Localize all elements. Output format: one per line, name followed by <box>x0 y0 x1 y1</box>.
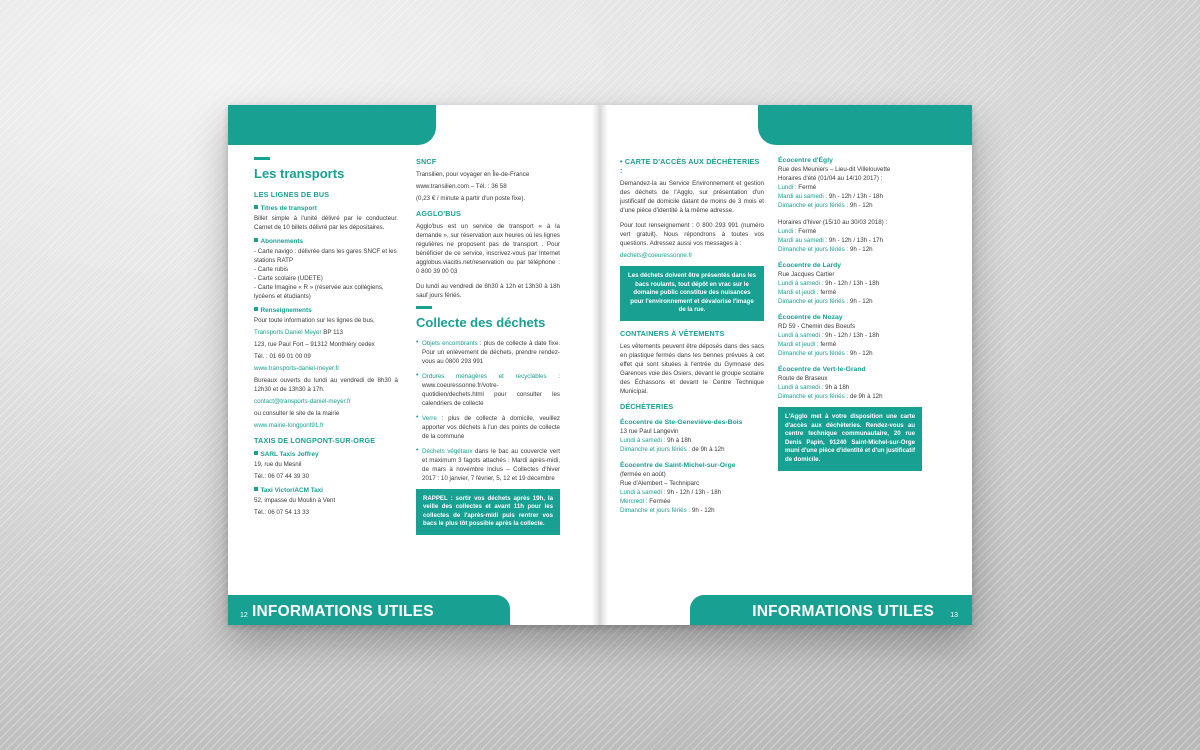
mairie-website[interactable]: www.mairie-longpont91.fr <box>254 421 324 429</box>
row-value: 9h - 12h / 13h - 18h <box>823 332 880 339</box>
table-row <box>778 201 922 210</box>
table-row <box>620 445 764 454</box>
row-key: Mardi au samedi : <box>778 193 828 200</box>
ecocentre-ste-genevieve-address: 13 rue Paul Langevin <box>620 427 679 435</box>
abonnements-list <box>254 247 398 301</box>
bullet-text: : plus de collecte à date fixe. Pour un enlèvement de déchets, prendre rendez-vous au 0800 293 991 <box>422 339 560 365</box>
ecocentre-st-michel-address: Rue d'Alembert – Techniparc <box>620 479 700 487</box>
renseignements-address: 123, rue Paul Fort – 91312 Monthléry cedex <box>254 340 375 348</box>
right-column-1 <box>620 157 764 515</box>
ecocentre-st-michel-name: Écocentre de Saint-Michel-sur-Orge <box>620 461 736 469</box>
row-key: Lundi à samedi : <box>620 436 666 444</box>
agglobus-hours: Du lundi au vendredi de 8h30 à 12h et 13h30 à 18h sauf jours fériés. <box>416 283 560 299</box>
ecocentre-ste-genevieve-name: Écocentre de Ste-Geneviève-des-Bois <box>620 418 743 426</box>
ecocentre-egly-name: Écocentre d'Égly <box>778 157 833 164</box>
bullet-text: dans le bac au couvercle vert et maximum 3 fagots attachés : Mardi après-midi, de mars à novembre inclus – Collectes d'hiver 2017 : 10 janvier, 7 février, 5, 12 et 19 décembre <box>422 447 561 482</box>
title-rule <box>254 157 270 160</box>
table-row <box>620 436 764 445</box>
bullet-lead: Verre <box>422 414 437 422</box>
taxi-1-address: 19, rue du Mesnil <box>254 460 302 468</box>
table-row <box>778 245 922 254</box>
section-containers-vetements: CONTAINERS À VÊTEMENTS <box>620 328 725 338</box>
section-title-collecte: Collecte des déchets <box>416 314 546 330</box>
right-column-2 <box>778 157 922 479</box>
section-bus-lines: LES LIGNES DE BUS <box>254 189 330 199</box>
row-value: 9h - 12h / 13h - 18h <box>827 193 883 200</box>
renseignements-hours: Bureaux ouverts du lundi au vendredi de 8h30 à 12h30 et de 13h30 à 17h. <box>254 376 398 393</box>
list-item: - Carte scolaire (UDETE) <box>254 274 323 282</box>
ecocentre-egly-winter-title: Horaires d'hiver (15/10 au 30/03 2018) : <box>778 219 888 226</box>
square-bullet-icon <box>254 205 258 209</box>
subsection-abonnements: Abonnements <box>254 238 398 245</box>
bullet-text: : www.coeuressonne.fr/votre-quotidien/dechets.html pour consulter les calendriers de collecte <box>422 372 560 407</box>
ecocentre-vert-le-grand-name: Écocentre de Vert-le-Grand <box>778 366 866 373</box>
table-row <box>778 192 922 201</box>
row-key: Lundi à samedi : <box>778 332 824 339</box>
row-value: Fermé <box>796 228 817 235</box>
callout-dechets-bacs: Les déchets doivent être présentés dans les bacs roulants, tout dépôt en vrac sur le domaine public constitue des nuisances pour l'environnement et dévalorise l'image de la rue. <box>620 266 764 321</box>
row-key: Lundi : <box>778 184 797 191</box>
section-taxis: TAXIS DE LONGPONT-SUR-ORGE <box>254 435 376 445</box>
footer-right-curve <box>690 595 704 625</box>
page-right-columns <box>600 157 972 597</box>
agglobus-text: Agglo'bus est un service de transport « à la demande », sur réservation aux heures où les lignes régulières ne proposent pas de transport . Pour bénéficier de ce service, inscrivez-vous par Internet agglobus.viacitis.net/reservation ou par téléphone : 0 800 39 00 03 <box>416 223 560 275</box>
row-key: Dimanche et jours fériés : <box>778 298 849 305</box>
ecocentre-nozay-name: Écocentre de Nozay <box>778 314 843 321</box>
row-key: Dimanche et jours fériés : <box>778 246 849 253</box>
containers-vetements-text: Les vêtements peuvent être déposés dans des sacs en plastique fermés dans les bennes prévues à cet effet qui sont situées à l'entrée du Gymnase des Garences voie des Osiers, devant le groupe scolaire des Échassons et devant le Centre Technique Municipal. <box>620 342 764 395</box>
renseignements-website[interactable]: www.transports-daniel-meyer.fr <box>254 364 340 372</box>
bullet-lead: Objets encombrants <box>422 339 478 347</box>
row-key: Mardi au samedi : <box>778 237 828 244</box>
list-item: - Carte navigo : délivrée dans les gares SNCF et les stations RATP <box>254 247 397 264</box>
row-key: Lundi à samedi : <box>620 488 666 496</box>
callout-rappel: RAPPEL : sortir vos déchets après 19h, la veille des collectes et avant 11h pour les collectes de l'après-midi puis rentrer vos bacs le plus tôt possible après la collecte. <box>416 489 560 535</box>
row-key: Mardi et jeudi : <box>778 341 819 348</box>
subsection-renseignements: Renseignements <box>254 307 398 314</box>
header-band-right-curve <box>758 105 776 145</box>
row-key: Mercredi : <box>620 497 648 505</box>
table-row <box>778 392 922 401</box>
page-number-right: 13 <box>950 612 958 619</box>
company-name: Transports Daniel Meyer <box>254 328 322 336</box>
left-column-1 <box>254 157 398 523</box>
row-value: fermé <box>818 289 837 296</box>
footer-left <box>228 595 496 625</box>
ecocentre-lardy-address: Rue Jacques Cartier <box>778 271 835 278</box>
row-value: Fermée <box>647 497 671 505</box>
table-row <box>778 288 922 297</box>
ecocentre-st-michel-note: (fermée en août) <box>620 470 666 478</box>
table-row <box>620 497 764 506</box>
row-value: 9h - 12h / 13h - 17h <box>827 237 883 244</box>
section-sncf: SNCF <box>416 157 437 166</box>
row-value: 9h - 12h <box>848 202 873 209</box>
renseignements-text: Pour toute information sur les lignes de bus, <box>254 316 375 324</box>
ecocentre-egly-address: Rue des Meuniers – Lieu-dit Villelouvette <box>778 166 891 173</box>
row-value: Fermé <box>796 184 817 191</box>
bullet-lead: Ordures ménagères et recyclables <box>422 372 547 380</box>
square-bullet-icon <box>254 238 258 242</box>
list-item: - Carte rubis <box>254 265 289 273</box>
renseignements-tel: Tél. : 01 69 01 00 09 <box>254 352 311 360</box>
row-key: Dimanche et jours fériés : <box>778 393 849 400</box>
footer-right <box>704 595 972 625</box>
company-bp: BP 113 <box>323 328 343 336</box>
table-row <box>778 279 922 288</box>
list-item: - Carte Imagine « R » (réservée aux collégiens, lycéens et étudiants) <box>254 283 384 300</box>
header-band-left-curve <box>418 105 436 145</box>
footer-label-left: INFORMATIONS UTILES <box>252 603 434 620</box>
renseignements-company-line <box>254 328 398 337</box>
bullet-text: : plus de collecte à domicile, veuillez apporter vos déchets à l'un des points de collecte de la commune <box>422 414 560 440</box>
row-value: 9h - 12h <box>848 350 873 357</box>
row-value: 9h à 18h <box>665 436 692 444</box>
magazine-spread <box>228 105 972 625</box>
titres-transport-text: Billet simple à l'unité délivré par le conducteur. Carnet de 10 billets délivré par les dépositaires. <box>254 214 398 231</box>
row-key: Dimanche et jours fériés : <box>620 445 691 453</box>
ecocentre-lardy-name: Écocentre de Lardy <box>778 262 842 269</box>
renseignements-email[interactable]: contact@transports-daniel-meyer.fr <box>254 397 351 405</box>
carte-acces-email[interactable]: dechets@coeuressonne.fr <box>620 252 693 259</box>
sncf-text: Transilien, pour voyager en Île-de-France <box>416 171 530 178</box>
table-row <box>778 183 922 192</box>
footer-label-right: INFORMATIONS UTILES <box>752 603 934 620</box>
row-key: Lundi : <box>778 228 797 235</box>
row-value: 9h - 12h <box>848 298 873 305</box>
row-value: 9h - 12h / 13h - 18h <box>823 280 880 287</box>
footer-left-curve <box>496 595 510 625</box>
table-row <box>778 297 922 306</box>
taxi-2-address: 52, impasse du Moulin à Vent <box>254 496 336 504</box>
taxi-1-tel: Tél.: 06 07 44 39 30 <box>254 472 310 480</box>
left-column-2 <box>416 157 560 543</box>
table-row <box>778 236 922 245</box>
section-agglobus: AGGLO'BUS <box>416 209 462 218</box>
subsection-titres-transport: Titres de transport <box>254 205 398 212</box>
renseignements-or-text: ou consulter le site de la mairie <box>254 409 340 417</box>
table-row <box>620 506 764 515</box>
page-right <box>600 105 972 625</box>
bullet-verre <box>416 414 560 441</box>
row-value: de 9h à 12h <box>848 393 883 400</box>
table-row <box>778 349 922 358</box>
bullet-objets-encombrants <box>416 339 560 366</box>
header-band-left <box>228 105 418 145</box>
row-value: fermé <box>818 341 837 348</box>
ecocentre-nozay-address: RD 59 - Chemin des Boeufs <box>778 323 856 330</box>
taxi-2-name: Taxi Victor/ACM Taxi <box>254 487 398 494</box>
page-left <box>228 105 600 625</box>
row-value: de 9h à 12h <box>690 445 725 453</box>
ecocentre-vert-le-grand-address: Route de Braseux <box>778 375 828 382</box>
bullet-lead: Déchets végétaux <box>422 447 473 455</box>
table-row <box>778 227 922 236</box>
row-key: Lundi à samedi : <box>778 280 824 287</box>
square-bullet-icon <box>254 487 258 491</box>
table-row <box>778 383 922 392</box>
sncf-website[interactable]: www.transilien.com – Tél. : 36 58 <box>416 183 507 190</box>
page-left-columns <box>228 157 600 597</box>
row-key: Dimanche et jours fériés : <box>778 202 849 209</box>
row-value: 9h - 12h / 13h - 18h <box>665 488 722 496</box>
carte-acces-info: Pour tout renseignement : 0 800 293 991 (numéro vert gratuit). Nous répondrons à toutes vos questions. Adressez aussi vos messages à : <box>620 222 764 247</box>
square-bullet-icon <box>254 307 258 311</box>
taxi-1-name: SARL Taxis Joffrey <box>254 451 398 458</box>
row-key: Mardi et jeudi : <box>778 289 819 296</box>
row-key: Dimanche et jours fériés : <box>778 350 849 357</box>
row-value: 9h - 12h <box>848 246 873 253</box>
row-value: 9h - 12h <box>690 506 715 514</box>
header-band-right <box>776 105 972 145</box>
bullet-ordures-menageres <box>416 372 560 408</box>
page-number-left: 12 <box>240 612 248 619</box>
dechets-title-rule <box>416 306 432 309</box>
ecocentre-egly-summer-title: Horaires d'été (01/04 au 14/10 2017) : <box>778 175 883 182</box>
carte-acces-text: Demandez-la au Service Environnement et gestion des déchets de l'Agglo, sur présentation d'un justificatif de domicile datant de moins de 3 mois et d'une pièce d'identité à la même adresse. <box>620 180 764 214</box>
table-row <box>620 488 764 497</box>
sncf-price: (0,23 € / minute à partir d'un poste fixe). <box>416 195 526 202</box>
square-bullet-icon <box>254 451 258 455</box>
taxi-2-tel: Tél.: 06 07 54 13 33 <box>254 508 310 516</box>
row-value: 9h à 18h <box>823 384 850 391</box>
callout-carte-acces: L'Agglo met à votre disposition une carte d'accès aux déchèteries. Rendez-vous au centre technique communautaire, 20 rue Denis Papin, 91240 Saint-Michel-sur-Orge muni d'une pièce d'identité et d'un justificatif de domicile. <box>778 407 922 471</box>
row-key: Dimanche et jours fériés : <box>620 506 691 514</box>
bullet-dechets-vegetaux <box>416 447 560 483</box>
row-key: Lundi à samedi : <box>778 384 824 391</box>
page-title: Les transports <box>254 165 345 181</box>
table-row <box>778 331 922 340</box>
section-carte-acces: • CARTE D'ACCÈS AUX DÉCHÈTERIES : <box>620 157 760 175</box>
section-decheteries: DÉCHÈTERIES <box>620 401 674 411</box>
table-row <box>778 340 922 349</box>
